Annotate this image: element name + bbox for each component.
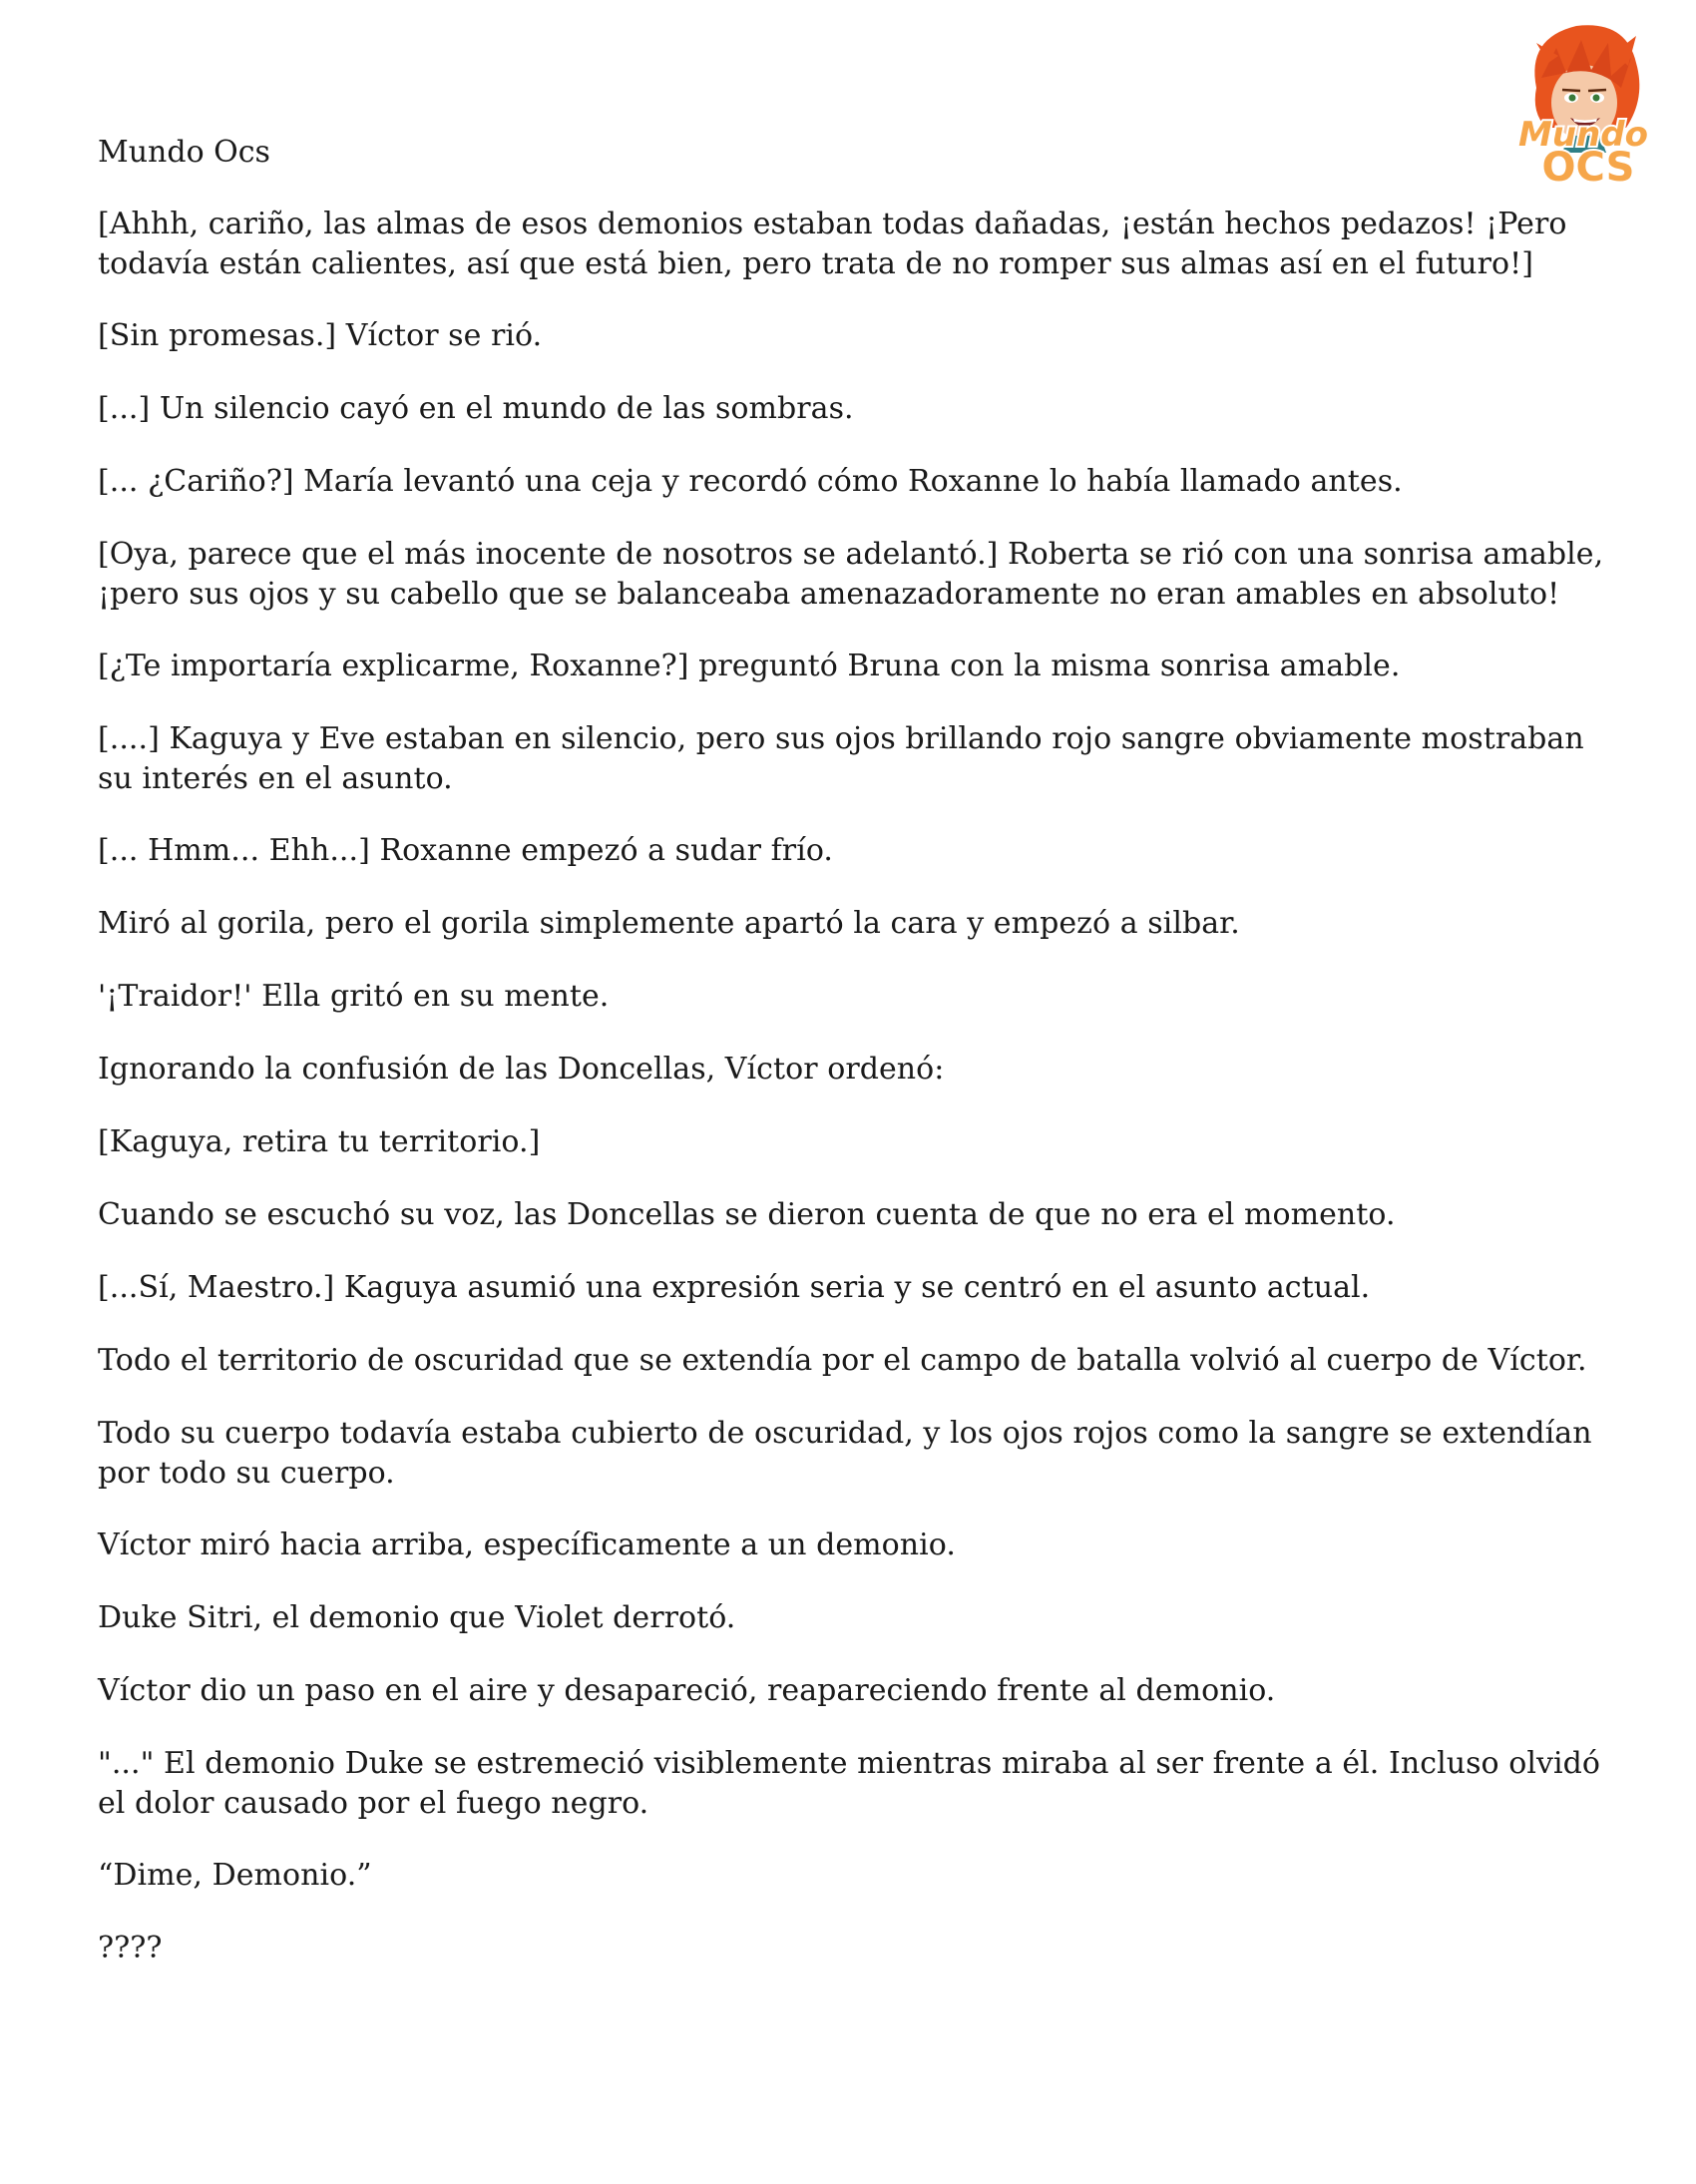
paragraph: '¡Traidor!' Ella gritó en su mente.	[98, 979, 610, 1014]
document-body	[98, 205, 1624, 2001]
paragraph: [....] Kaguya y Eve estaban en silencio, pero sus ojos brillando rojo sangre obviamente mostraban su interés en el asunto.	[98, 721, 1584, 796]
paragraph: “Dime, Demonio.”	[98, 1858, 372, 1893]
paragraph: [...Sí, Maestro.] Kaguya asumió una expresión seria y se centró en el asunto actual.	[98, 1270, 1371, 1305]
paragraph: "..." El demonio Duke se estremeció visiblemente mientras miraba al ser frente a él. Incluso olvidó el dolor causado por el fuego negro.	[98, 1746, 1601, 1821]
paragraph: ????	[98, 1931, 163, 1966]
paragraph: Miró al gorila, pero el gorila simplemente apartó la cara y empezó a silbar.	[98, 906, 1240, 941]
paragraph: Duke Sitri, el demonio que Violet derrotó.	[98, 1600, 736, 1635]
paragraph: [Oya, parece que el más inocente de nosotros se adelantó.] Roberta se rió con una sonrisa amable, ¡pero sus ojos y su cabello que se balanceaba amenazadoramente no eran amables en absoluto!	[98, 537, 1604, 612]
document-title: Mundo Ocs	[98, 135, 270, 170]
paragraph: Víctor miró hacia arriba, específicamente a un demonio.	[98, 1528, 956, 1562]
paragraph: [Sin promesas.] Víctor se rió.	[98, 318, 543, 353]
logo-graphic	[1496, 18, 1671, 193]
svg-text:Mundo: Mundo	[1518, 115, 1648, 155]
paragraph: [...] Un silencio cayó en el mundo de las sombras.	[98, 391, 854, 426]
paragraph: Todo el territorio de oscuridad que se extendía por el campo de batalla volvió al cuerpo de Víctor.	[98, 1343, 1587, 1378]
paragraph: Cuando se escuchó su voz, las Doncellas se dieron cuenta de que no era el momento.	[98, 1197, 1396, 1232]
paragraph: [¿Te importaría explicarme, Roxanne?] preguntó Bruna con la misma sonrisa amable.	[98, 649, 1401, 683]
paragraph: Víctor dio un paso en el aire y desapareció, reapareciendo frente al demonio.	[98, 1673, 1276, 1708]
paragraph: [Ahhh, cariño, las almas de esos demonios estaban todas dañadas, ¡están hechos pedazos! ¡Pero todavía están calientes, así que está bien, pero trata de no romper sus almas así en el futuro!]	[98, 207, 1567, 281]
paragraph: [Kaguya, retira tu territorio.]	[98, 1124, 541, 1159]
paragraph: Ignorando la confusión de las Doncellas, Víctor ordenó:	[98, 1052, 945, 1087]
paragraph: [... Hmm... Ehh...] Roxanne empezó a sudar frío.	[98, 833, 834, 868]
svg-text:OCS: OCS	[1541, 145, 1635, 191]
mundo-ocs-logo	[1496, 18, 1671, 193]
paragraph: [... ¿Cariño?] María levantó una ceja y recordó cómo Roxanne lo había llamado antes.	[98, 464, 1403, 499]
paragraph: Todo su cuerpo todavía estaba cubierto de oscuridad, y los ojos rojos como la sangre se extendían por todo su cuerpo.	[98, 1416, 1592, 1491]
